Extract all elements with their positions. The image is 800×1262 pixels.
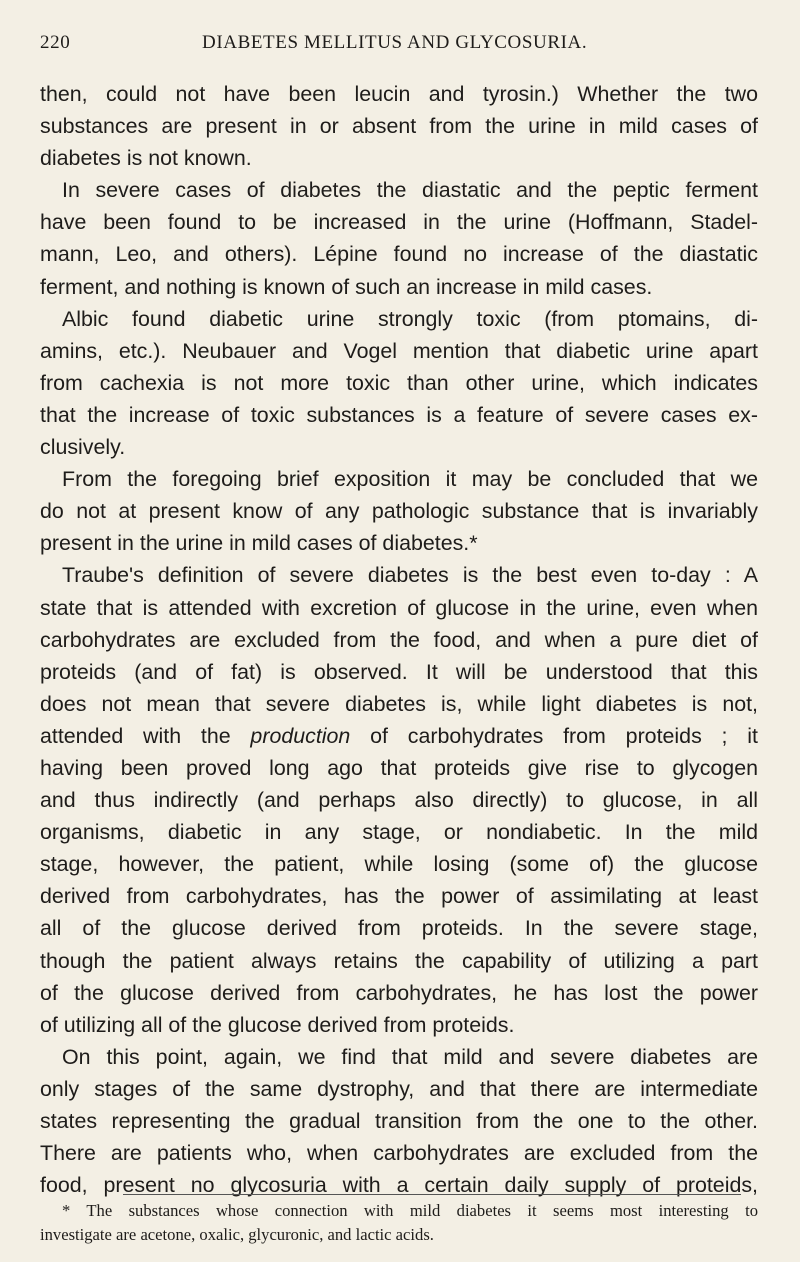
- footnote: [40, 1199, 758, 1247]
- page-number: 220: [40, 32, 71, 53]
- italic-word: production: [250, 723, 351, 748]
- text-line: does not mean that severe diabetes is, while light diabetes is not,: [40, 691, 758, 716]
- text-line: though the patient always retains the capability of utilizing a part: [40, 948, 758, 973]
- text-line: from cachexia is not more toxic than other urine, which indicates: [40, 370, 758, 395]
- text-line: stage, however, the patient, while losing (some of) the glucose: [40, 852, 758, 877]
- text-line: and thus indirectly (and perhaps also directly) to glucose, in all: [40, 788, 758, 813]
- text-line: states representing the gradual transition from the one to the other.: [40, 1109, 758, 1133]
- text-line: On this point, again, we find that mild and severe diabetes are: [62, 1044, 758, 1069]
- text-line: state that is attended with excretion of glucose in the urine, even when: [40, 595, 758, 620]
- text-line: proteids (and of fat) is observed. It will be understood that this: [40, 659, 758, 684]
- text-line: clusively.: [40, 435, 126, 460]
- text-line: all of the glucose derived from proteids. In the severe stage,: [40, 916, 758, 941]
- text-line: do not at present know of any pathologic substance that is invariably: [40, 499, 758, 524]
- text-line: having been proved long ago that proteids give rise to glycogen: [40, 755, 758, 780]
- text-line: that the increase of toxic substances is a feature of severe cases ex-: [40, 402, 758, 427]
- text-line: attended with the production of carbohydrates from proteids ; it: [40, 723, 758, 748]
- text-line: derived from carbohydrates, has the power of assimilating at least: [40, 884, 758, 909]
- text-line: have been found to be increased in the urine (Hoffmann, Stadel-: [40, 210, 758, 235]
- footnote-line: investigate are acetone, oxalic, glycuronic, and lactic acids.: [40, 1225, 434, 1244]
- body-text: [40, 78, 758, 1201]
- text-line: In severe cases of diabetes the diastatic and the peptic ferment: [62, 178, 758, 203]
- text-line: substances are present in or absent from the urine in mild cases of: [40, 114, 758, 139]
- text-line: present in the urine in mild cases of diabetes.*: [40, 531, 478, 556]
- text-line: There are patients who, when carbohydrates are excluded from the: [40, 1141, 758, 1166]
- text-line: of the glucose derived from carbohydrates, he has lost the power: [40, 980, 758, 1005]
- text-line: mann, Leo, and others). Lépine found no increase of the diastatic: [40, 242, 758, 267]
- text-line: ferment, and nothing is known of such an increase in mild cases.: [40, 274, 653, 299]
- text-line: carbohydrates are excluded from the food, and when a pure diet of: [40, 627, 758, 652]
- text-line: Traube's definition of severe diabetes is the best even to-day : A: [62, 563, 758, 588]
- text-line: of utilizing all of the glucose derived from proteids.: [40, 1012, 515, 1037]
- footnote-divider: [123, 1194, 741, 1195]
- text-line: then, could not have been leucin and tyrosin.) Whether the two: [40, 82, 758, 106]
- text-line: only stages of the same dystrophy, and that there are intermediate: [40, 1076, 758, 1101]
- running-title: DIABETES MELLITUS AND GLYCOSURIA.: [202, 32, 588, 53]
- text-line: food, present no glycosuria with a certain daily supply of proteids,: [40, 1173, 758, 1198]
- footnote-line: * The substances whose connection with mild diabetes it seems most interesting to: [62, 1201, 758, 1220]
- text-line: From the foregoing brief exposition it may be concluded that we: [62, 467, 758, 492]
- text-line: diabetes is not known.: [40, 146, 252, 171]
- text-line: organisms, diabetic in any stage, or nondiabetic. In the mild: [40, 820, 758, 845]
- text-line: amins, etc.). Neubauer and Vogel mention that diabetic urine apart: [40, 338, 758, 363]
- text-line: Albic found diabetic urine strongly toxic (from ptomains, di-: [62, 306, 758, 331]
